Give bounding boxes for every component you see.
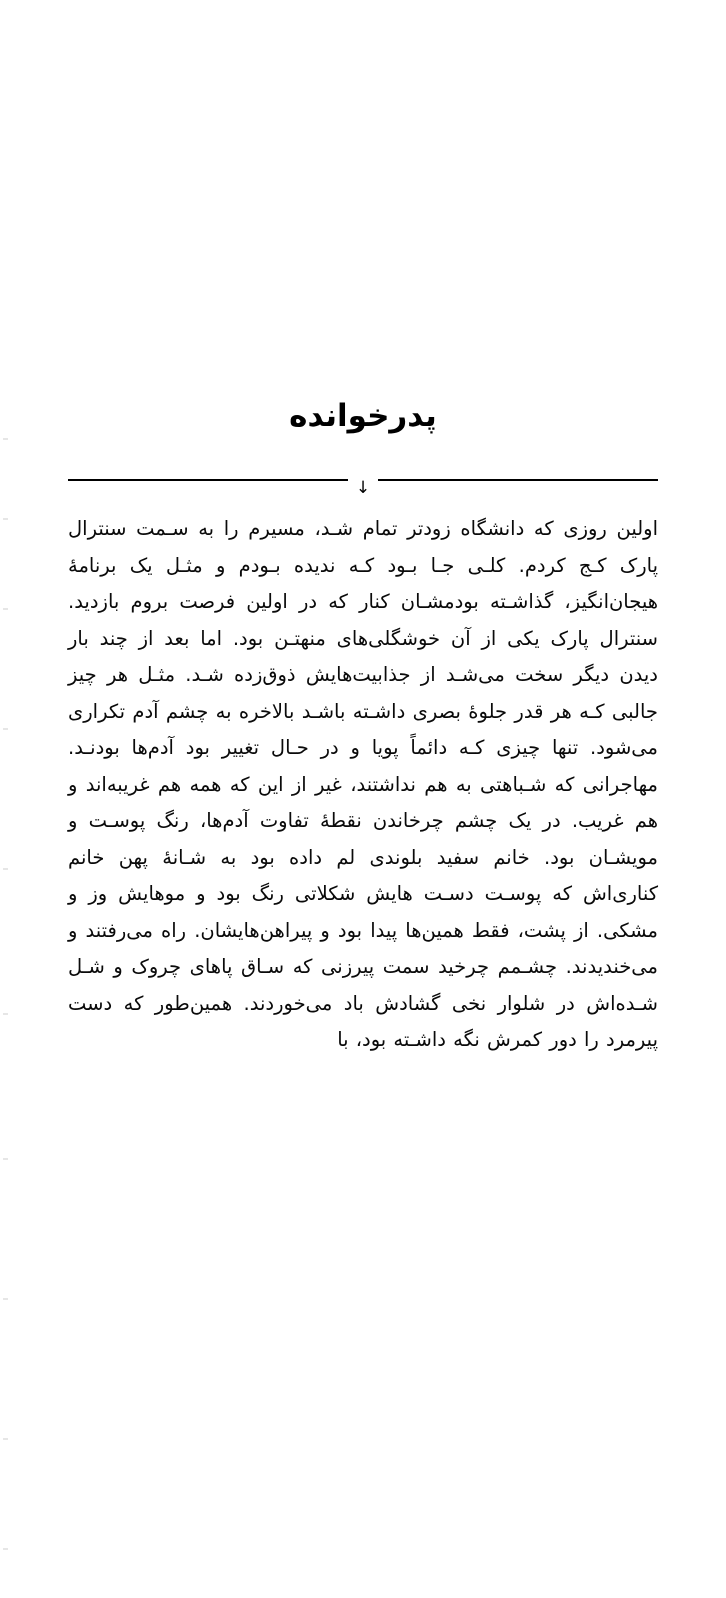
book-page (0, 398, 726, 1598)
arrow-down-icon: ↓ (348, 475, 378, 501)
section-divider (68, 473, 658, 503)
page-title: پدرخوانده (289, 398, 437, 434)
chapter-heading (68, 398, 658, 435)
body-text (68, 511, 658, 1059)
paragraph: اولین روزی که دانشگاه زودتر تمام شـد، مسیرم را به سـمت سنترال پارک کـج کردم. کلـی جـا بـود کـه ندیده بـودم و مثـل یک برنامهٔ هیجان‌انگیز، گذاشـته بودمشـان کنار که در اولین فرصت بروم بازدید. سنترال پارک یکی از آن خوشگلی‌های منهتـن بود. اما بعد از چند بار دیدن دیگر سخت می‌شـد از جذابیت‌هایش ذوق‌زده شـد. مثـل هر چیز جالبی کـه هر قدر جلوهٔ بصری داشـته باشـد بالاخره به چشم آدم تکراری می‌شود. تنها چیزی کـه دائماً پویا و در حـال تغییر بود آدم‌ها بودنـد. مهاجرانی که شـباهتی به هم نداشتند، غیر از این که همه هم غریبه‌اند و هم غریب. در یک چشم چرخاندن نقطهٔ تفاوت آدم‌ها، رنگ پوسـت و مویشـان بود. خانم سفید بلوندی لم داده بود به شـانهٔ پهن خانم کناری‌اش که پوسـت دسـت هایش شکلاتی رنگ بود و موهایش وز و مشکی. از پشت، فقط همین‌ها پیدا بود و پیراهن‌هایشان. راه می‌رفتند و می‌خندیدند. چشـمم چرخید سمت پیرزنی که سـاق پاهای چروک و شـل شـده‌اش در شلوار نخی گشادش باد می‌خوردند. همین‌طور که دست پیرمرد را دور کمرش نگه داشـته بود، با (68, 517, 658, 1052)
page-edge-marks (3, 398, 13, 1598)
